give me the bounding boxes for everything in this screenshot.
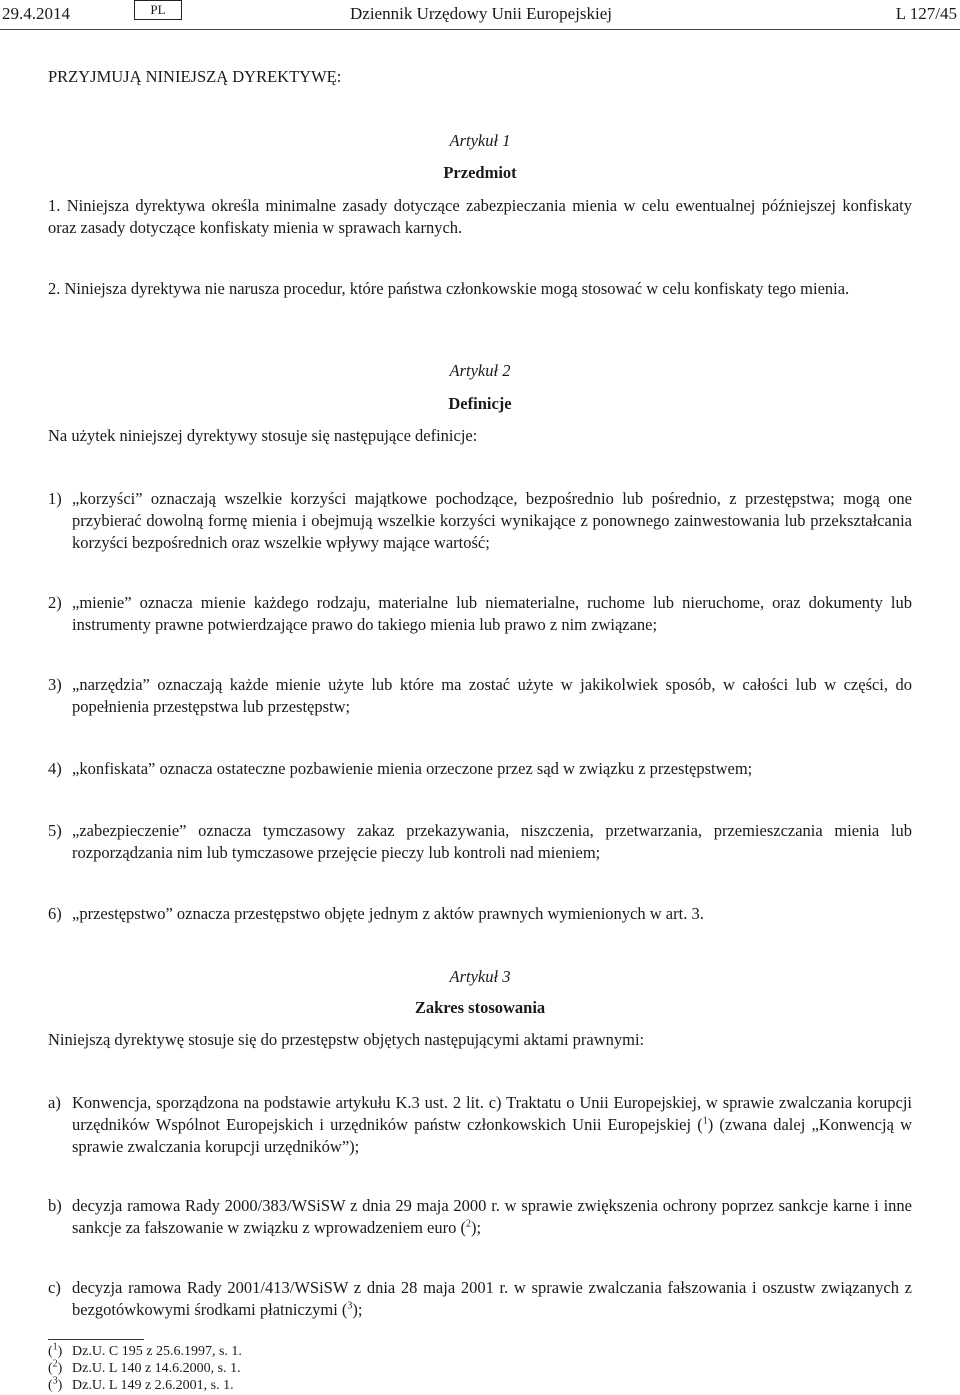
footnote-ref[interactable]: 1 [702, 1115, 708, 1127]
scope-item [48, 1277, 912, 1321]
definition-item [48, 820, 912, 864]
journal-title: Dziennik Urzędowy Unii Europejskiej [350, 4, 613, 23]
item-label: 3) [48, 675, 62, 694]
publication-date: 29.4.2014 [2, 4, 70, 23]
footnote-number: ($^1$) [48, 1341, 63, 1359]
footnote-number: ($^3$) [48, 1375, 63, 1393]
article-1-number: Artykuł 1 [449, 131, 511, 150]
item-label: 5) [48, 821, 62, 840]
article-1-paragraph-2: 2. Niniejsza dyrektywa nie narusza procedur, które państwa członkowskie mogą stosować w celu konfiskaty tego mienia. [48, 279, 850, 298]
item-label: 4) [48, 759, 62, 778]
item-label: 1) [48, 489, 62, 508]
article-2-number: Artykuł 2 [449, 361, 511, 380]
item-text: „narzędzia” oznaczają każde mienie użyte lub które ma zostać użyte w jakikolwiek sposób, w całości lub w części, do popełnienia przestępstwa lub przestępstw; [72, 675, 912, 716]
item-text: „konfiskata” oznacza ostateczne pozbawienie mienia orzeczone przez sąd w związku z przestępstwem; [72, 759, 753, 778]
scope-item [48, 1092, 912, 1158]
header-divider [0, 29, 960, 30]
definition-item [48, 674, 912, 718]
definition-item [48, 488, 912, 554]
footnote [48, 1341, 242, 1360]
footnote-text: Dz.U. C 195 z 25.6.1997, s. 1. [72, 1344, 242, 1359]
footnote-text: Dz.U. L 149 z 2.6.2001, s. 1. [72, 1378, 234, 1393]
item-text: „przestępstwo” oznacza przestępstwo objęte jednym z aktów prawnych wymienionych w art. 3. [72, 904, 704, 923]
item-text: decyzja ramowa Rady 2001/413/WSiSW z dnia 28 maja 2001 r. w sprawie zwalczania fałszowania i oszustw związanych z bezgotówkowymi środkami płatniczymi ($^3$); [72, 1278, 912, 1319]
footnote-ref[interactable]: 3 [347, 1300, 353, 1312]
article-2-intro: Na użytek niniejszej dyrektywy stosuje się następujące definicje: [48, 426, 478, 445]
scope-item [48, 1195, 912, 1239]
article-1-title: Przedmiot [443, 163, 517, 182]
item-label: c) [48, 1278, 61, 1297]
item-label: 6) [48, 904, 62, 923]
article-3-number: Artykuł 3 [449, 967, 511, 986]
footnote-number: ($^2$) [48, 1358, 63, 1376]
language-badge: PL [134, 0, 182, 20]
footnote [48, 1375, 234, 1394]
footnote-divider [48, 1339, 144, 1340]
definition-item [48, 903, 912, 925]
article-2-title: Definicje [448, 394, 512, 413]
page-reference: L 127/45 [895, 4, 957, 23]
item-text: decyzja ramowa Rady 2000/383/WSiSW z dnia 29 maja 2000 r. w sprawie zwiększenia ochrony poprzez sankcje karne i inne sankcje za fałszowanie w związku z wprowadzeniem euro ($^2$); [72, 1196, 912, 1237]
item-text: Konwencja, sporządzona na podstawie artykułu K.3 ust. 2 lit. c) Traktatu o Unii Europejskiej, w sprawie zwalczania korupcji urzędników Wspólnot Europejskich i urzędników państw członkowskich Unii Europejskiej ($^1$) (zwana dalej „Konwencją w sprawie zwalczania korupcji urzędników”); [72, 1093, 912, 1156]
item-text: „korzyści” oznaczają wszelkie korzyści majątkowe pochodzące, bezpośrednio lub pośrednio, z przestępstwa; mogą one przybierać dowolną formę mienia i obejmują wszelkie korzyści wynikające z ponownego zainwestowania lub przekształcania korzyści bezpośrednich oraz wszelkie wpływy mające wartość; [72, 489, 912, 552]
page-header [0, 0, 960, 30]
footnote-ref[interactable]: 2 [465, 1218, 471, 1230]
item-text: „mienie” oznacza mienie każdego rodzaju, materialne lub niematerialne, ruchome lub nieruchome, oraz dokumenty lub instrumenty prawne potwierdzające prawo do takiego mienia lub prawo z nim związane; [72, 593, 912, 634]
footnote [48, 1358, 241, 1377]
item-text: „zabezpieczenie” oznacza tymczasowy zakaz przekazywania, niszczenia, przetwarzania, przemieszczania mienia lub rozporządzania nim lub tymczasowe przejęcie pieczy lub kontroli nad mieniem; [72, 821, 912, 862]
definition-item [48, 758, 912, 780]
item-label: b) [48, 1196, 62, 1215]
article-1-paragraph-1: 1. Niniejsza dyrektywa określa minimalne zasady dotyczące zabezpieczania mienia w celu ewentualnej późniejszej konfiskaty oraz zasady dotyczące konfiskaty mienia w sprawach karnych. [48, 196, 912, 237]
article-3-intro: Niniejszą dyrektywę stosuje się do przestępstw objętych następującymi aktami prawnymi: [48, 1030, 645, 1049]
definition-item [48, 592, 912, 636]
preamble: PRZYJMUJĄ NINIEJSZĄ DYREKTYWĘ: [48, 67, 342, 86]
item-label: 2) [48, 593, 62, 612]
item-label: a) [48, 1093, 61, 1112]
footnote-text: Dz.U. L 140 z 14.6.2000, s. 1. [72, 1361, 241, 1376]
article-3-title: Zakres stosowania [414, 998, 546, 1017]
